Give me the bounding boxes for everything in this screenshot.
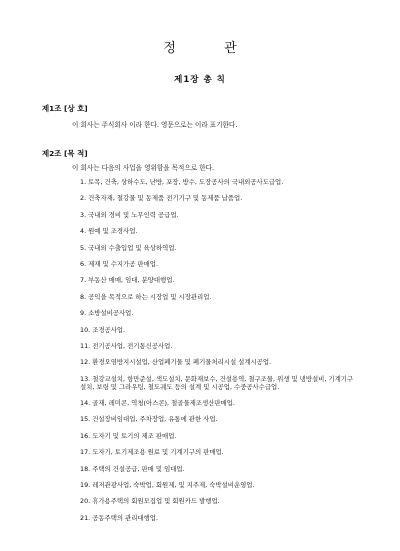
list-item: 16. 도자기 및 토기의 제조 판매업. (80, 431, 177, 440)
list-item: 6. 제재 및 수지가공 판매업. (80, 259, 158, 268)
list-item: 5. 국내외 수출입업 및 육상하역업. (80, 243, 177, 252)
list-item: 18. 주택의 건설공급, 판매 및 임대업. (80, 464, 185, 473)
list-item: 20. 휴가용주택의 회원모집업 및 회원카드 발행업. (80, 497, 220, 506)
list-item: 12. 환경오염방지시설업, 산업폐기물 및 폐기물처리시설 설계시공업. (80, 358, 272, 367)
list-item: 13. 철강교설치, 항만준설, 색도설치, 문화재보수, 건설용역, 철구조물, 위생 및 냉방설비, 기계기구설치, 보링 및 그라우팅, 철도궤도 등의 설계 및 시공업, 수중공사수급업. (80, 374, 354, 391)
list-item: 21. 공동주택의 관리대행업. (80, 513, 158, 522)
list-item: 14. 골재, 레미콘, 역청(아스콘), 철골물제조생산판매업. (80, 399, 235, 408)
article-2-item-list (80, 178, 354, 530)
list-item: 8. 공익을 목적으로 하는 시장업 및 시장관리업. (80, 292, 212, 301)
list-item: 19. 레저관광사업, 숙박업, 회원제, 및 지주제, 숙박설비운영업. (80, 481, 255, 490)
chapter-heading: 제1장 총 칙 (174, 75, 226, 85)
list-item: 2. 건축자재, 철강물 및 동제품 전기기구 및 동제품 납품업. (80, 194, 243, 203)
document-title: 정 관 (163, 41, 259, 56)
list-item: 17. 도자기, 토기제조용 원료 및 기계기구의 판매업. (80, 448, 224, 457)
article-1-heading: 제1조 [상 호] (42, 104, 88, 113)
list-item: 10. 조경공사업. (80, 325, 126, 334)
article-1-text: 이 회사는 주식회사 이라 한다. 영문으로는 이라 표기한다. (72, 121, 238, 129)
list-item: 15. 건설장비임대업, 주차장업, 유통에 관한 사업. (80, 415, 218, 424)
article-2-intro: 이 회사는 다음의 사업을 영위함을 목적으로 한다. (72, 164, 215, 172)
list-item: 7. 부동산 매매, 임대, 분양대행업. (80, 276, 175, 285)
list-item: 3. 국내외 경비 및 노무인력 공급업. (80, 210, 179, 219)
list-item: 9. 소방설비공사업. (80, 309, 134, 318)
list-item: 1. 토목, 건축, 상하수도, 난방, 포장, 방수, 도장공사의 국내외공사도급업. (80, 178, 284, 186)
article-2-heading: 제2조 [목 적] (42, 149, 88, 158)
list-item: 11. 전기공사업, 전기통신공사업. (80, 341, 173, 350)
list-item: 4. 원예 및 조경사업. (80, 227, 138, 236)
